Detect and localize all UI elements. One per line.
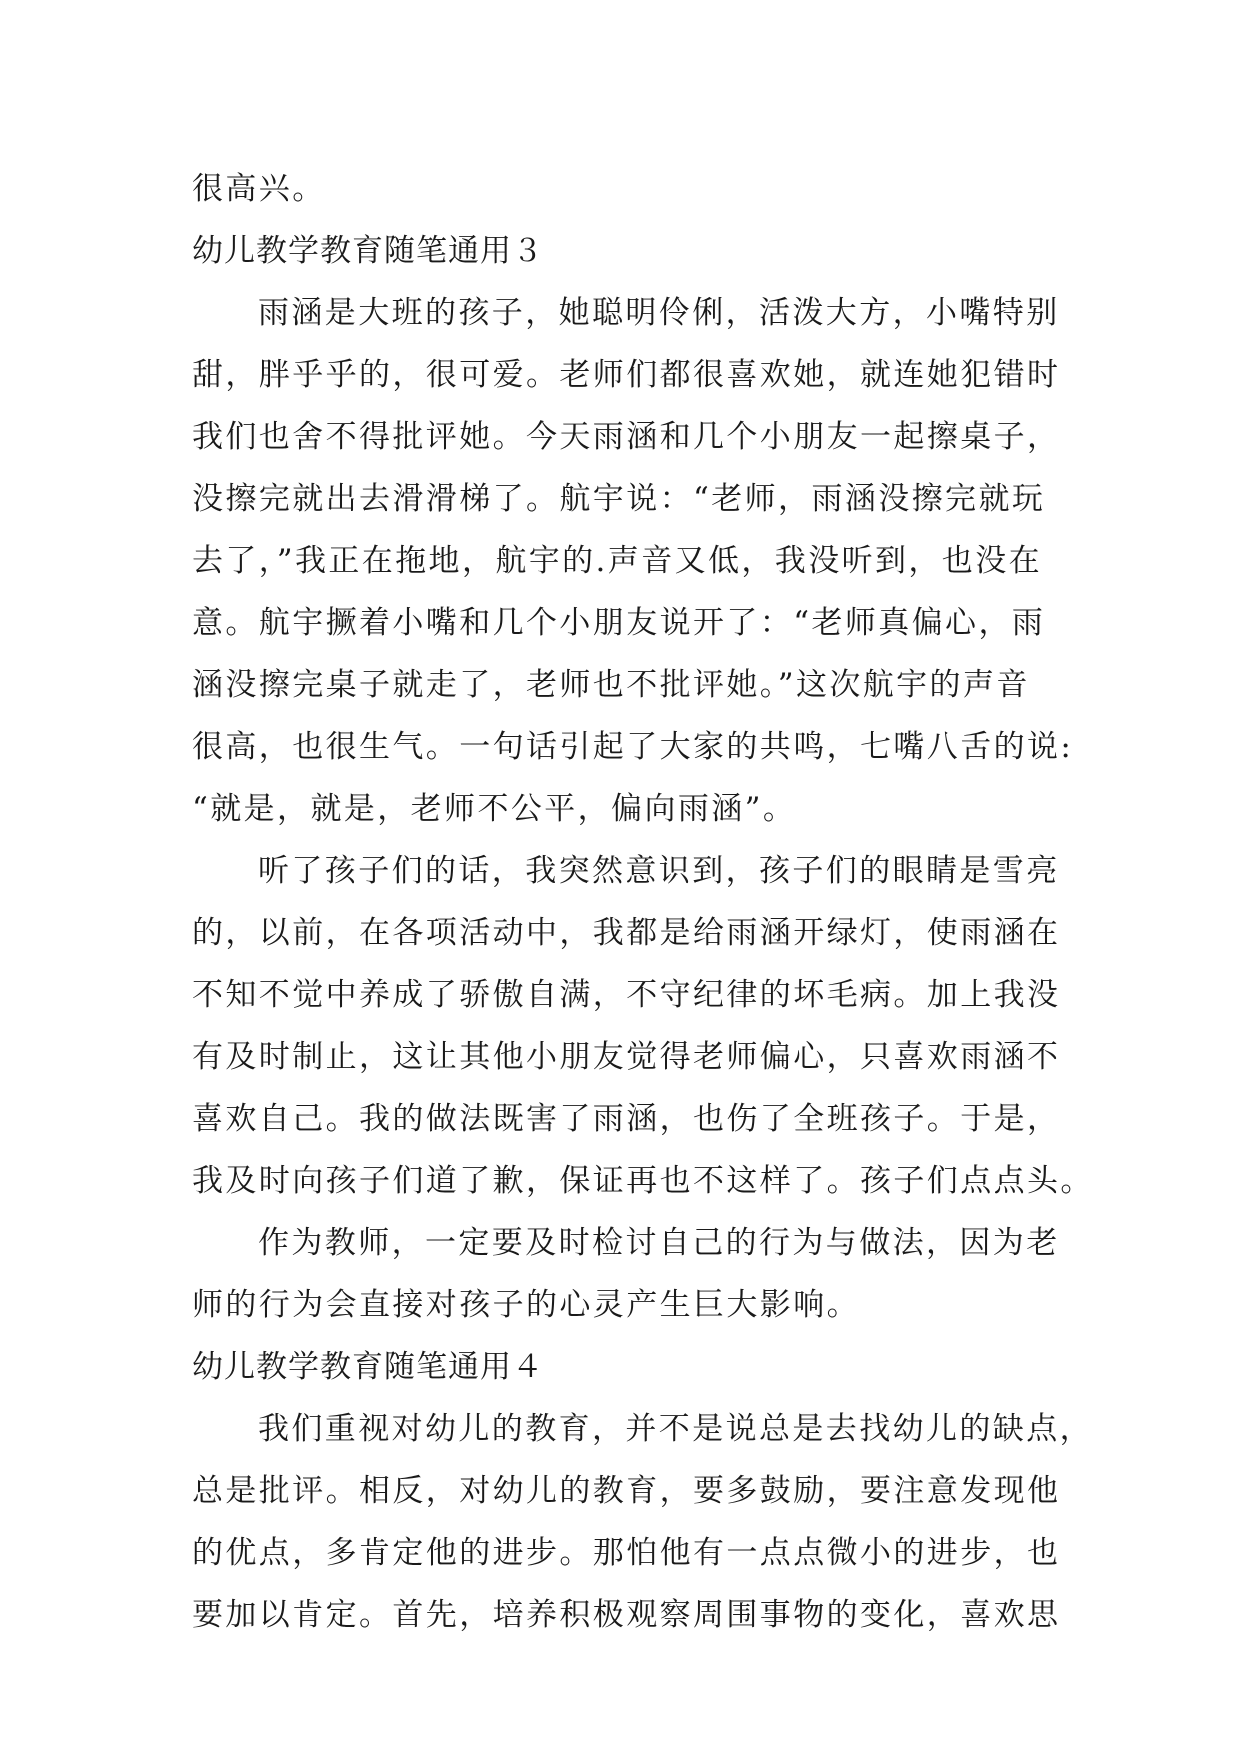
text-line: 有及时制止，这让其他小朋友觉得老师偏心，只喜欢雨涵不 [192,1039,1061,1075]
text-line: 喜欢自己。我的做法既害了雨涵，也伤了全班孩子。于是， [192,1101,1061,1137]
text-line: 不知不觉中养成了骄傲自满，不守纪律的坏毛病。加上我没 [192,977,1061,1013]
text-line: 很高兴。 [192,171,326,207]
text-line: 师的行为会直接对孩子的心灵产生巨大影响。 [192,1287,860,1323]
text-line: 要加以肯定。首先，培养积极观察周围事物的变化，喜欢思 [192,1597,1061,1633]
paragraph-first-line: 作为教师，一定要及时检讨自己的行为与做法，因为老 [258,1225,1060,1261]
text-line: 我及时向孩子们道了歉，保证再也不这样了。孩子们点点头。 [192,1163,1094,1199]
text-line: 的，以前，在各项活动中，我都是给雨涵开绿灯，使雨涵在 [192,915,1061,951]
text-line: 去了，”我正在拖地，航宇的.声音又低，我没听到，也没在 [192,543,1042,579]
text-line: 甜，胖乎乎的，很可爱。老师们都很喜欢她，就连她犯错时 [192,357,1061,393]
paragraph-first-line: 雨涵是大班的孩子，她聪明伶俐，活泼大方，小嘴特别 [258,295,1060,331]
text-line: 我们也舍不得批评她。今天雨涵和几个小朋友一起擦桌子， [192,419,1061,455]
paragraph-first-line: 听了孩子们的话，我突然意识到，孩子们的眼睛是雪亮 [258,853,1060,889]
text-line: 总是批评。相反，对幼儿的教育，要多鼓励，要注意发现他 [192,1473,1061,1509]
document-page [192,158,1094,1646]
text-line: 意。航宇撅着小嘴和几个小朋友说开了：“老师真偏心，雨 [192,605,1046,641]
paragraph-first-line: 我们重视对幼儿的教育，并不是说总是去找幼儿的缺点， [258,1411,1093,1447]
text-line: “就是，就是，老师不公平，偏向雨涵”。 [192,791,797,827]
text-line: 没擦完就出去滑滑梯了。航宇说：“老师，雨涵没擦完就玩 [192,481,1046,517]
text-line: 很高，也很生气。一句话引起了大家的共鸣，七嘴八舌的说: [192,729,1074,765]
text-line: 的优点，多肯定他的进步。那怕他有一点点微小的进步，也 [192,1535,1061,1571]
text-line: 涵没擦完桌子就走了，老师也不批评她。”这次航宇的声音 [192,667,1030,703]
section-heading: 幼儿教学教育随笔通用３ [192,233,544,269]
section-heading: 幼儿教学教育随笔通用４ [192,1349,544,1385]
